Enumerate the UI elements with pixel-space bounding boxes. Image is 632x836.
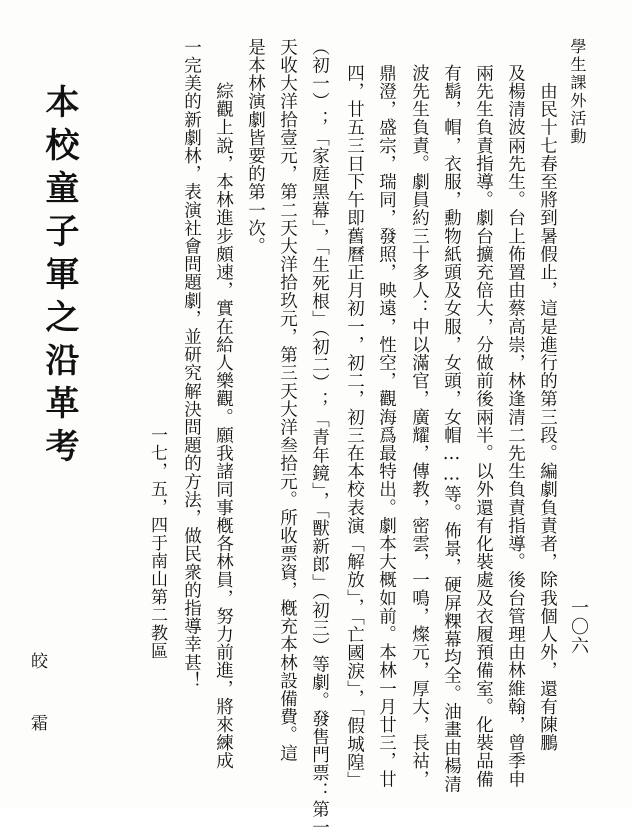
body-line: 天收大洋拾壹元，第二天大洋拾玖元，第三天大洋叁拾元。所收票資，槪充本林設備費。這 bbox=[277, 38, 298, 762]
running-head: 學生課外活動 bbox=[568, 38, 587, 146]
body-line: 波先生負責。劇員約三十多人：中以滿官，廣耀，傳教，密雲，一鳴，燦元，厚大，長祜， bbox=[409, 64, 430, 788]
article-author: 皎 霜 bbox=[27, 652, 47, 745]
body-line: 有鬍，帽，衣服，勳物紙頭及女服，女頭，女帽……等。佈景，硬屏粿幕均全。油畫由楊清 bbox=[441, 64, 462, 793]
body-line: 一完美的新劇林，表演社會問題劇，並研究解決問題的方法，做民衆的指導幸甚！ bbox=[181, 38, 202, 690]
body-line: 是本林演劇皆要的第一次。 bbox=[245, 38, 266, 256]
body-line: 及楊清波兩先生。台上佈置由蔡高崇，林逢清二先生負責指導。後台管理由林維翰，曾季申 bbox=[505, 64, 526, 788]
body-line: 兩先生負責指導。劇台擴充倍大，分做前後兩半。以外還有化裝處及衣履預備室。化裝品備 bbox=[473, 64, 494, 788]
signoff-date-place: 一七，五，四于南山第二教區 bbox=[147, 426, 167, 660]
body-line: 四，廿五三日下午即舊曆正月初一，初二，初三在本校表演「解放」，「亡國淚」，「假城隍」 bbox=[344, 64, 365, 790]
body-line: 鼎澄，盛宗，瑞同，發照，映遠，性空，觀海爲最特出。劇本大概如前。本林一月廿三，廿 bbox=[376, 64, 397, 788]
article-title: 本校童子軍之沿革考 bbox=[39, 84, 79, 471]
body-line: 由民十七春至將到暑假止，這是進行的第三段。編劇負責者，除我個人外，還有陳鵬 bbox=[537, 64, 558, 752]
page-number: 一〇六 bbox=[568, 598, 589, 655]
body-line: 綜觀上說，本林進步頗速，實在給人樂觀。願我諸同事槪各林員，努力前進，將來練成 bbox=[213, 64, 234, 770]
body-line: （初一）；「家庭黑幕」，「生死根」（初二）；「青年鏡」，「獸新郎」（初三）等劇。發售門票：第一 bbox=[309, 38, 330, 836]
